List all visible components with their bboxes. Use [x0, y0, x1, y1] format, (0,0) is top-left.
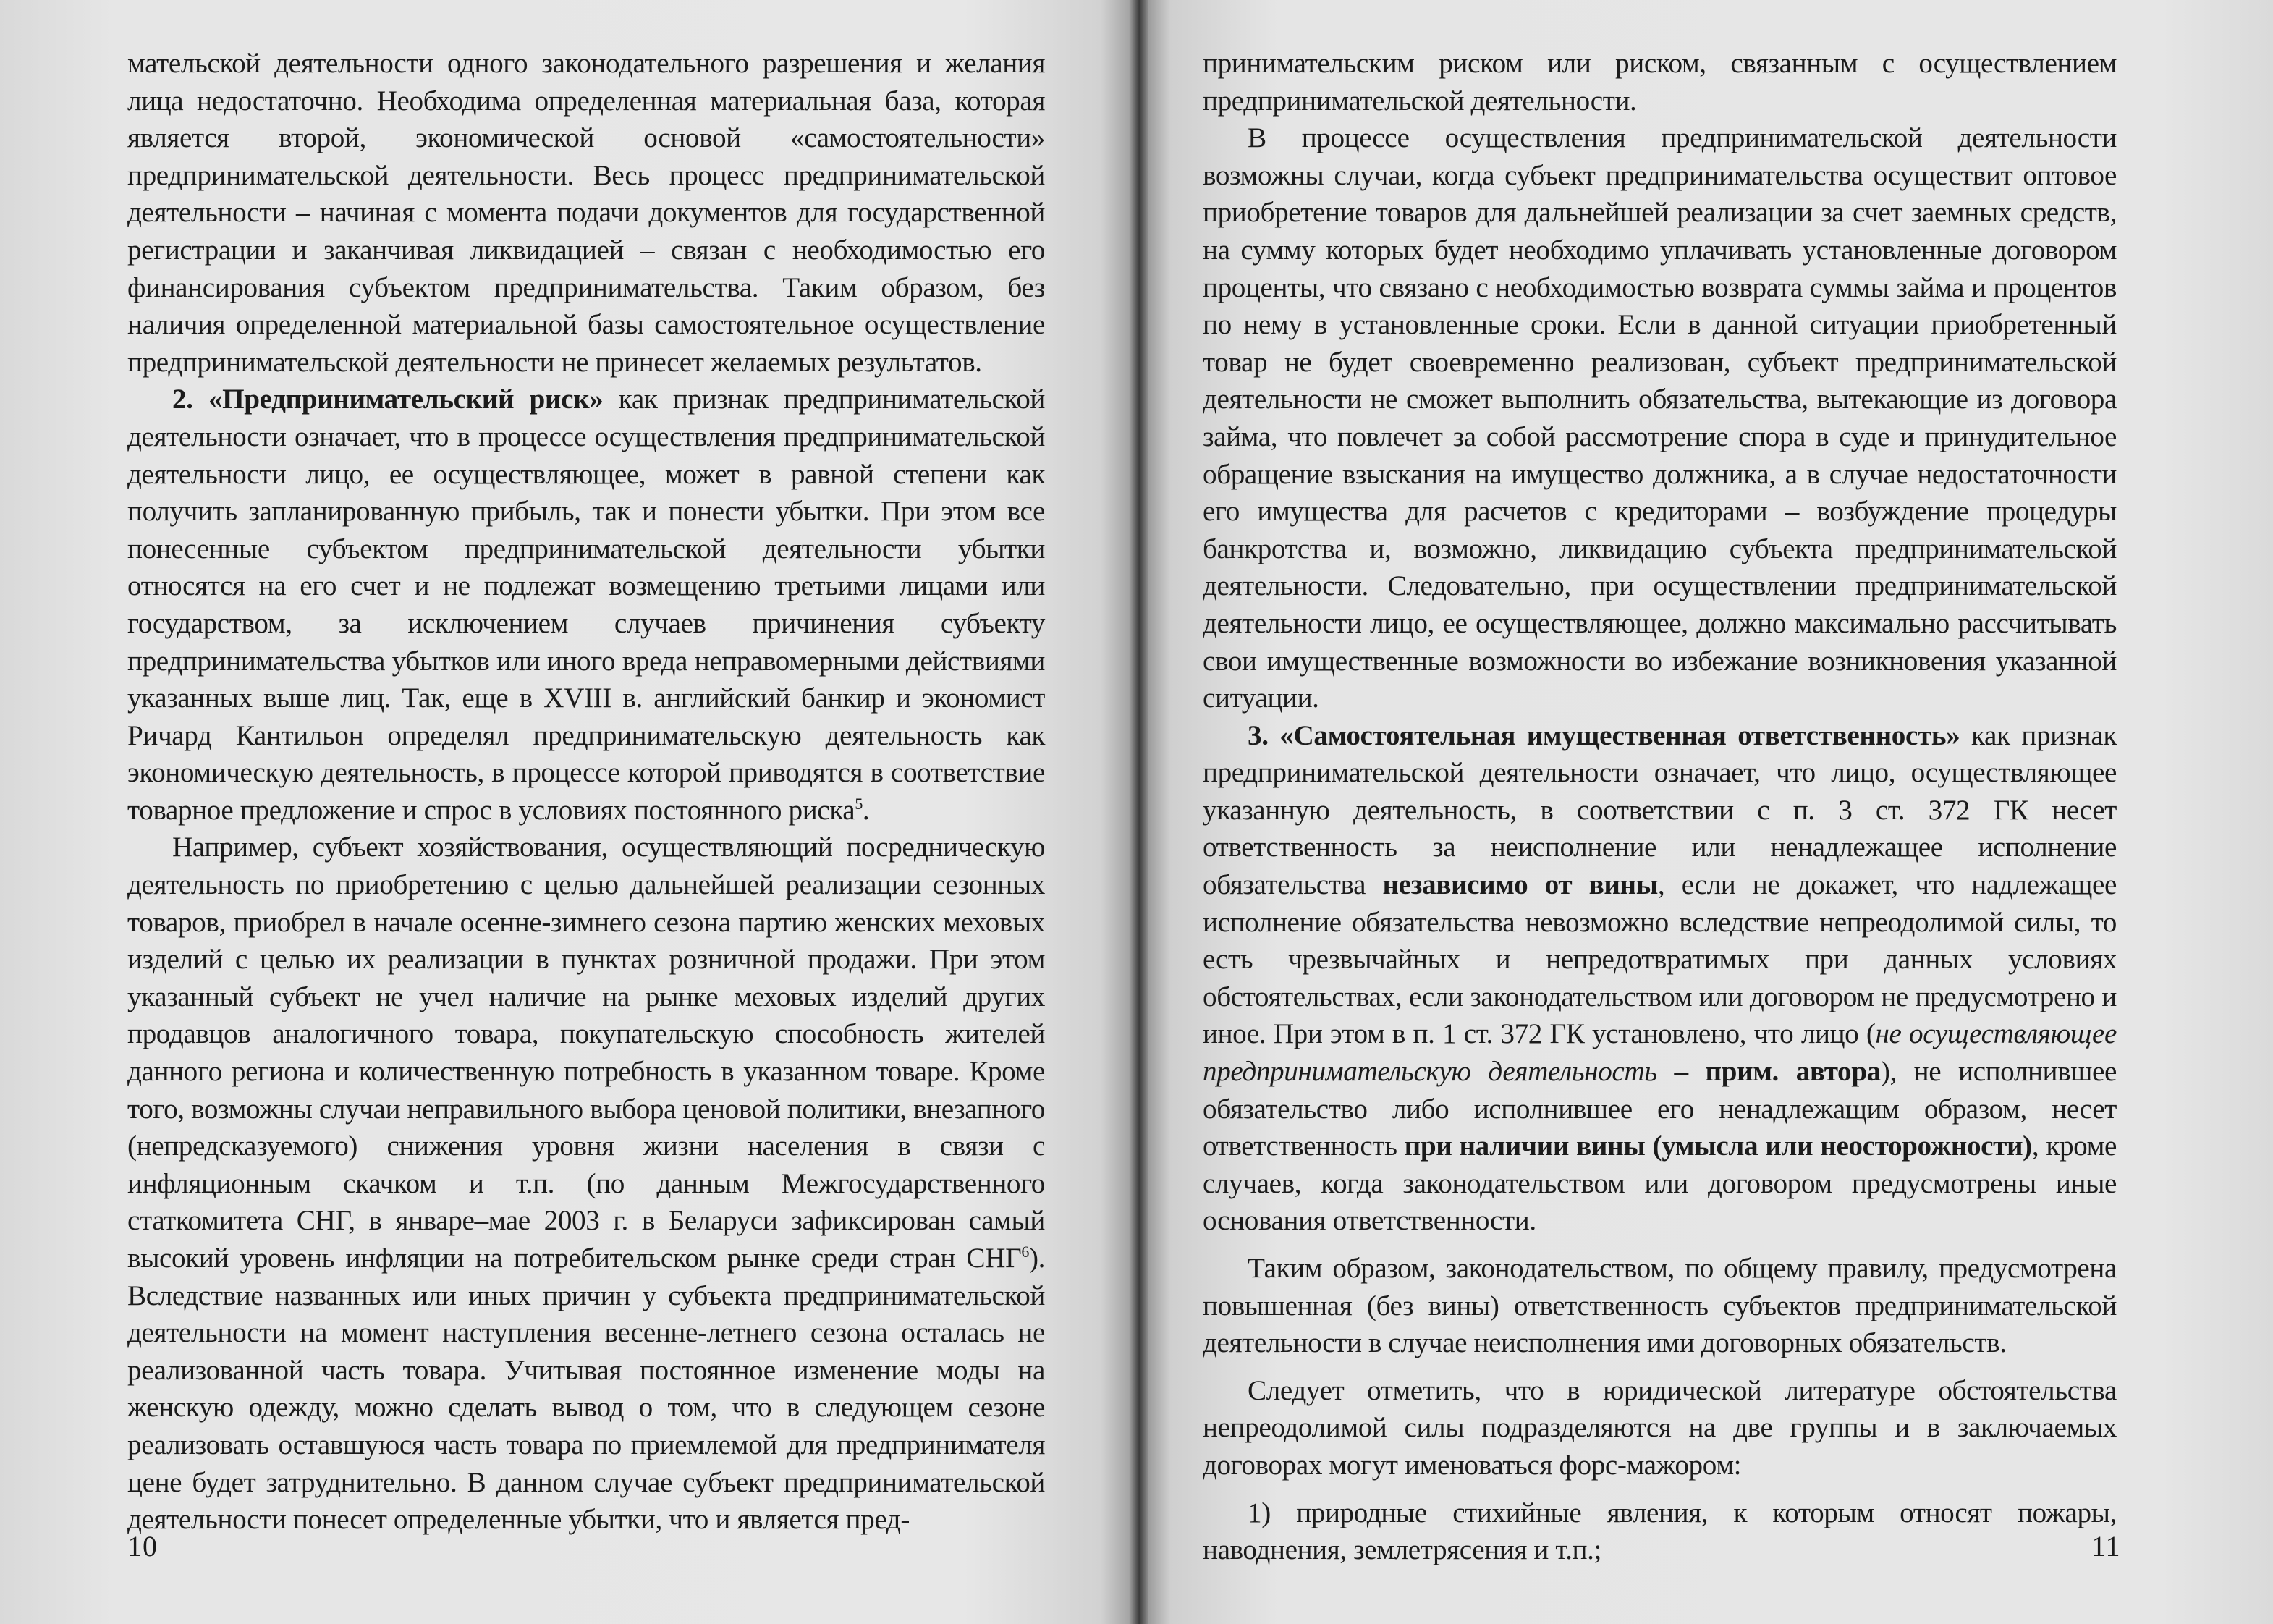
- text-run: Таким образом, законодательством, по общему правилу, предусмотрена повышенная (без вины) ответственность субъектов предпринимательской деятельности в случае неисполнения ими договорных обязательств.: [1203, 1253, 2117, 1359]
- paragraph: [127, 45, 1045, 381]
- paragraph: [127, 829, 1045, 1538]
- text-run: как признак предпринимательской деятельности означает, что лицо, осуществляющее указанную деятельность, в соответствии с п. 3 ст. 372 ГК несет ответственность за неисполнение или ненадлежащее исполнение обязательства: [1203, 719, 2117, 901]
- paragraph: [127, 381, 1045, 829]
- text-run: Следует отметить, что в юридической литературе обстоятельства непреодолимой силы подразделяются на две группы и в заключаемых договорах могут именоваться форс-мажором:: [1203, 1374, 2117, 1481]
- text-run: 3. «Самостоятельная имущественная ответственность»: [1248, 719, 1960, 751]
- text-run: мательской деятельности одного законодательного разрешения и желания лица недостаточно. Необходима определенная материальная база, которая является второй, экономической основой «самостоятельности» предпринимательской деятельности. Весь процесс предпринимательской деятельности – начиная с момента подачи документов для государственной регистрации и заканчивая ликвидацией – связан с необходимостью его финансирования субъектом предпринимательства. Таким образом, без наличия определенной материальной базы самостоятельное осуществление предпринимательской деятельности не принесет желаемых результатов.: [127, 48, 1045, 378]
- text-run: ), не исполнившее обязательство либо исполнившее его ненадлежащим образом, несет ответственность: [1203, 1056, 2117, 1162]
- left-page-number: 10: [127, 1530, 158, 1562]
- text-run: , кроме случаев, когда законодательством или договором предусмотрены иные основания ответственности.: [1203, 1130, 2117, 1237]
- text-run: независимо от вины: [1382, 869, 1658, 901]
- text-run: принимательским риском или риском, связанным с осуществлением предпринимательской деятельности.: [1203, 48, 2117, 117]
- text-run: , если не докажет, что надлежащее исполнение обязательства невозможно вследствие непреодолимой силы, то есть чрезвычайных и непредотвратимых при данных условиях обстоятельствах, если законодательством или договором не предусмотрено и иное. При этом в п. 1 ст. 372 ГК установлено, что лицо (: [1203, 869, 2117, 1050]
- text-run: не осуществляющее предпринимательскую деятельность: [1203, 1018, 2117, 1088]
- text-run: Например, субъект хозяйствования, осуществляющий посредническую деятельность по приобретению с целью дальнейшей реализации сезонных товаров, приобрел в начале осенне-зимнего сезона партию женских меховых изделий с целью их реализации в пунктах розничной продажи. При этом указанный субъект не учел наличие на рынке меховых изделий других продавцов аналогичного товара, покупательскую способность жителей данного региона и количественную потребность в указанном товаре. Кроме того, возможны случаи неправильного выбора ценовой политики, внезапного (непредсказуемого) снижения уровня жизни населения в связи с инфляционным скачком и т.п. (по данным Межгосударственного статкомитета СНГ, в январе–мае 2003 г. в Беларуси зафиксирован самый высокий уровень инфляции на потребительском рынке среди стран СНГ: [127, 832, 1046, 1274]
- text-run: при наличии вины (умысла или неосторожности): [1404, 1130, 2032, 1162]
- footnote-ref[interactable]: 5: [855, 794, 863, 813]
- paragraph: [1203, 45, 2117, 119]
- right-page-number: 11: [2091, 1530, 2121, 1562]
- paragraph: [1203, 119, 2117, 717]
- text-run: .: [862, 794, 870, 826]
- left-page-text: [127, 45, 1045, 1539]
- paragraph: [1203, 1372, 2117, 1484]
- text-run: как признак предпринимательской деятельности означает, что в процессе осуществления предпринимательской деятельности лицо, ее осуществляющее, может в равной степени как получить запланированную прибыль, так и понести убытки. При этом все понесенные субъектом предпринимательской деятельности убытки относятся на его счет и не подлежат возмещению третьими лицами или государством, за исключением случаев причинения субъекту предпринимательства убытков или иного вреда неправомерными действиями указанных выше лиц. Так, еще в XVIII в. английский банкир и экономист Ричард Кантильон определял предпринимательскую деятельность как экономическую деятельность, в процессе которой приводятся в соответствие товарное предложение и спрос в условиях постоянного риска: [127, 384, 1045, 826]
- text-run: –: [1656, 1056, 1706, 1088]
- text-run: ). Вследствие названных или иных причин у субъекта предпринимательской деятельности на момент наступления весенне-летнего сезона осталась не реализованной часть товара. Учитывая постоянное изменение моды на женскую одежду, можно сделать вывод о том, что в следующем сезоне реализовать оставшуюся часть товара по приемлемой для предпринимателя цене будет затруднительно. В данном случае субъект предпринимательской деятельности понесет определенные убытки, что и является пред-: [127, 1243, 1045, 1536]
- paragraph: [1203, 717, 2117, 1240]
- text-run: 1) природные стихийные явления, к которым относят пожары, наводнения, землетрясения и т.п.;: [1203, 1497, 2117, 1566]
- paragraph: [1203, 1250, 2117, 1362]
- text-run: прим. автора: [1705, 1056, 1881, 1088]
- text-run: 2. «Предпринимательский риск»: [172, 384, 604, 415]
- text-run: В процессе осуществления предпринимательской деятельности возможны случаи, когда субъект предпринимательства осуществит оптовое приобретение товаров для дальнейшей реализации за счет заемных средств, на сумму которых будет необходимо уплачивать установленные договором проценты, что связано с необходимостью возврата суммы займа и процентов по нему в установленные сроки. Если в данной ситуации приобретенный товар не будет своевременно реализован, субъект предпринимательской деятельности не сможет выполнить обязательства, вытекающие из договора займа, что повлечет за собой рассмотрение спора в суде и принудительное обращение взыскания на имущество должника, а в случае недостаточности его имущества для расчетов с кредиторами – возбуждение процедуры банкротства и, возможно, ликвидацию субъекта предпринимательской деятельности. Следовательно, при осуществлении предпринимательской деятельности лицо, ее осуществляющее, должно максимально рассчитывать свои имущественные возможности во избежание возникновения указанной ситуации.: [1203, 122, 2117, 714]
- book-gutter: [1129, 0, 1148, 1624]
- paragraph: [1203, 1494, 2117, 1569]
- right-page: [1142, 0, 2273, 1624]
- right-page-text: [1203, 45, 2117, 1569]
- footnote-ref[interactable]: 6: [1021, 1242, 1029, 1261]
- left-page: [0, 0, 1135, 1624]
